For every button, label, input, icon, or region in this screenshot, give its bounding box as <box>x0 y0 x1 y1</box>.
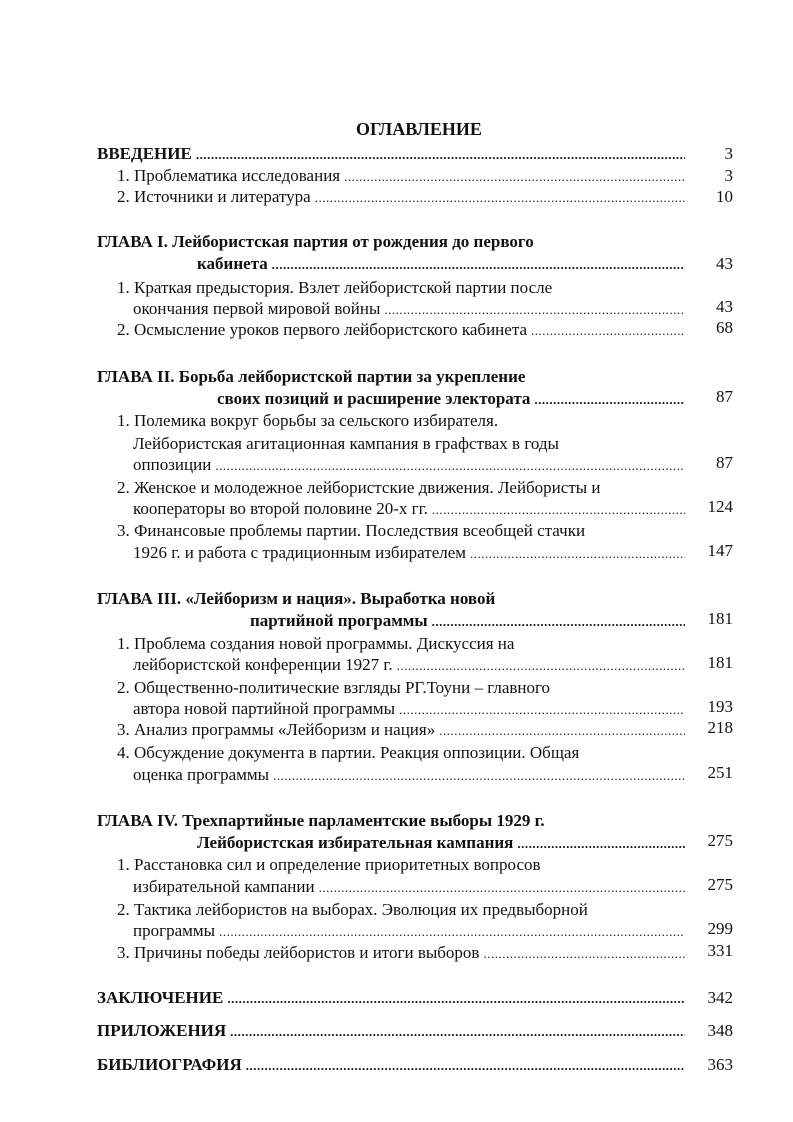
toc-entry-cont[interactable] <box>133 876 685 898</box>
dot-leader <box>517 832 685 854</box>
toc-entry[interactable]: 2. Тактика лейбористов на выборах. Эволюция их предвыборной <box>117 900 588 919</box>
toc-entry-cont[interactable] <box>133 764 685 786</box>
page-number: 68 <box>716 318 733 337</box>
toc-entry[interactable] <box>117 319 685 341</box>
entry-label: окончания первой мировой войны <box>133 299 381 318</box>
chapter-heading[interactable]: ГЛАВА I. Лейбористская партия от рождения до первого <box>97 232 534 251</box>
dot-leader <box>215 454 685 476</box>
dot-leader <box>483 942 685 964</box>
entry-label: 1. Проблематика исследования <box>117 166 341 185</box>
chapter-heading-cont[interactable] <box>217 388 685 410</box>
toc-entry[interactable]: 1. Полемика вокруг борьбы за сельского избирателя. <box>117 411 499 430</box>
page-number: 43 <box>716 254 733 273</box>
page-number: 348 <box>707 1021 733 1040</box>
dot-leader <box>315 186 685 208</box>
entry-label: оценка программы <box>133 765 270 784</box>
entry-label: 2. Осмысление уроков первого лейбористского кабинета <box>117 320 528 339</box>
page-number: 43 <box>716 297 733 316</box>
page-number: 363 <box>707 1055 733 1074</box>
chapter-heading-cont[interactable] <box>250 610 685 632</box>
dot-leader <box>470 542 685 564</box>
dot-leader <box>246 1054 685 1076</box>
toc-entry-conclusion[interactable] <box>97 987 685 1009</box>
chapter-heading[interactable]: ГЛАВА III. «Лейборизм и нация». Выработка новой <box>97 589 496 608</box>
page-number: 147 <box>707 541 733 560</box>
dot-leader <box>272 253 685 275</box>
dot-leader <box>432 498 685 520</box>
chapter-heading[interactable]: ГЛАВА II. Борьба лейбористской партии за укрепление <box>97 367 526 386</box>
toc-entry[interactable]: 1. Проблема создания новой программы. Дискуссия на <box>117 634 515 653</box>
entry-label: избирательной кампании <box>133 877 315 896</box>
entry-label: кабинета <box>197 254 268 273</box>
toc-entry-cont[interactable] <box>133 454 685 476</box>
dot-leader <box>227 987 685 1009</box>
toc-entry[interactable] <box>117 942 685 964</box>
dot-leader <box>319 876 685 898</box>
dot-leader <box>534 388 685 410</box>
page-number: 181 <box>707 653 733 672</box>
page-number: 342 <box>707 988 733 1007</box>
entry-label: кооператоры во второй половине 20-х гг. <box>133 499 428 518</box>
chapter-heading-cont[interactable] <box>197 832 685 854</box>
dot-leader <box>432 610 685 632</box>
entry-label: ВВЕДЕНИЕ <box>97 144 192 163</box>
page-number: 331 <box>707 941 733 960</box>
page-number: 251 <box>707 763 733 782</box>
toc-entry[interactable]: 2. Общественно-политические взгляды РГ.Тоуни – главного <box>117 678 551 697</box>
entry-label: партийной программы <box>250 611 428 630</box>
toc-entry[interactable]: 4. Обсуждение документа в партии. Реакция оппозиции. Общая <box>117 743 580 762</box>
toc-entry-bibliography[interactable] <box>97 1054 685 1076</box>
page-number: 275 <box>707 875 733 894</box>
entry-label: БИБЛИОГРАФИЯ <box>97 1055 242 1074</box>
dot-leader <box>344 165 685 187</box>
entry-label: 1926 г. и работа с традиционным избирателем <box>133 543 467 562</box>
entry-label: ЗАКЛЮЧЕНИЕ <box>97 988 224 1007</box>
toc-entry-cont[interactable] <box>133 542 685 564</box>
page-number: 87 <box>716 387 733 406</box>
toc-entry-cont[interactable] <box>133 654 685 676</box>
entry-label: лейбористской конференции 1927 г. <box>133 655 393 674</box>
toc-entry[interactable] <box>117 186 685 208</box>
toc-entry-cont[interactable]: Лейбористская агитационная кампания в графствах в годы <box>133 434 559 453</box>
dot-leader <box>384 298 685 320</box>
entry-label: ПРИЛОЖЕНИЯ <box>97 1021 227 1040</box>
dot-leader <box>399 698 685 720</box>
toc-entry[interactable]: 1. Краткая предыстория. Взлет лейбористской партии после <box>117 278 553 297</box>
page-number: 181 <box>707 609 733 628</box>
toc-entry[interactable]: 3. Финансовые проблемы партии. Последствия всеобщей стачки <box>117 521 586 540</box>
page-number: 87 <box>716 453 733 472</box>
entry-label: программы <box>133 921 216 940</box>
chapter-heading[interactable]: ГЛАВА IV. Трехпартийные парламентские выборы 1929 г. <box>97 811 545 830</box>
toc-entry-cont[interactable] <box>133 498 685 520</box>
chapter-heading-cont[interactable] <box>197 253 685 275</box>
toc-entry[interactable] <box>117 719 685 741</box>
dot-leader <box>397 654 685 676</box>
entry-label: автора новой партийной программы <box>133 699 396 718</box>
entry-label: 2. Источники и литература <box>117 187 311 206</box>
entry-label: своих позиций и расширение электората <box>217 389 531 408</box>
dot-leader <box>273 764 685 786</box>
dot-leader <box>531 319 685 341</box>
toc-entry-cont[interactable] <box>133 298 685 320</box>
toc-entry[interactable] <box>117 165 685 187</box>
toc-entry-cont[interactable] <box>133 698 685 720</box>
toc-title: ОГЛАВЛЕНИЕ <box>356 119 482 139</box>
page-number: 193 <box>707 697 733 716</box>
dot-leader <box>439 719 685 741</box>
dot-leader <box>230 1020 685 1042</box>
toc-entry-intro[interactable] <box>97 143 685 165</box>
page-number: 3 <box>724 144 733 163</box>
page-number: 3 <box>724 166 733 185</box>
dot-leader <box>196 143 685 165</box>
toc-entry-cont[interactable] <box>133 920 685 942</box>
toc-entry-appendices[interactable] <box>97 1020 685 1042</box>
toc-entry[interactable]: 2. Женское и молодежное лейбористские движения. Лейбористы и <box>117 478 601 497</box>
entry-label: 3. Анализ программы «Лейборизм и нация» <box>117 720 436 739</box>
dot-leader <box>219 920 685 942</box>
entry-label: Лейбористская избирательная кампания <box>197 833 514 852</box>
page-number: 124 <box>707 497 733 516</box>
page-number: 299 <box>707 919 733 938</box>
page-number: 275 <box>707 831 733 850</box>
entry-label: оппозиции <box>133 455 212 474</box>
page-number: 218 <box>707 718 733 737</box>
entry-label: 3. Причины победы лейбористов и итоги выборов <box>117 943 480 962</box>
page-number: 10 <box>716 187 733 206</box>
toc-entry[interactable]: 1. Расстановка сил и определение приоритетных вопросов <box>117 855 541 874</box>
